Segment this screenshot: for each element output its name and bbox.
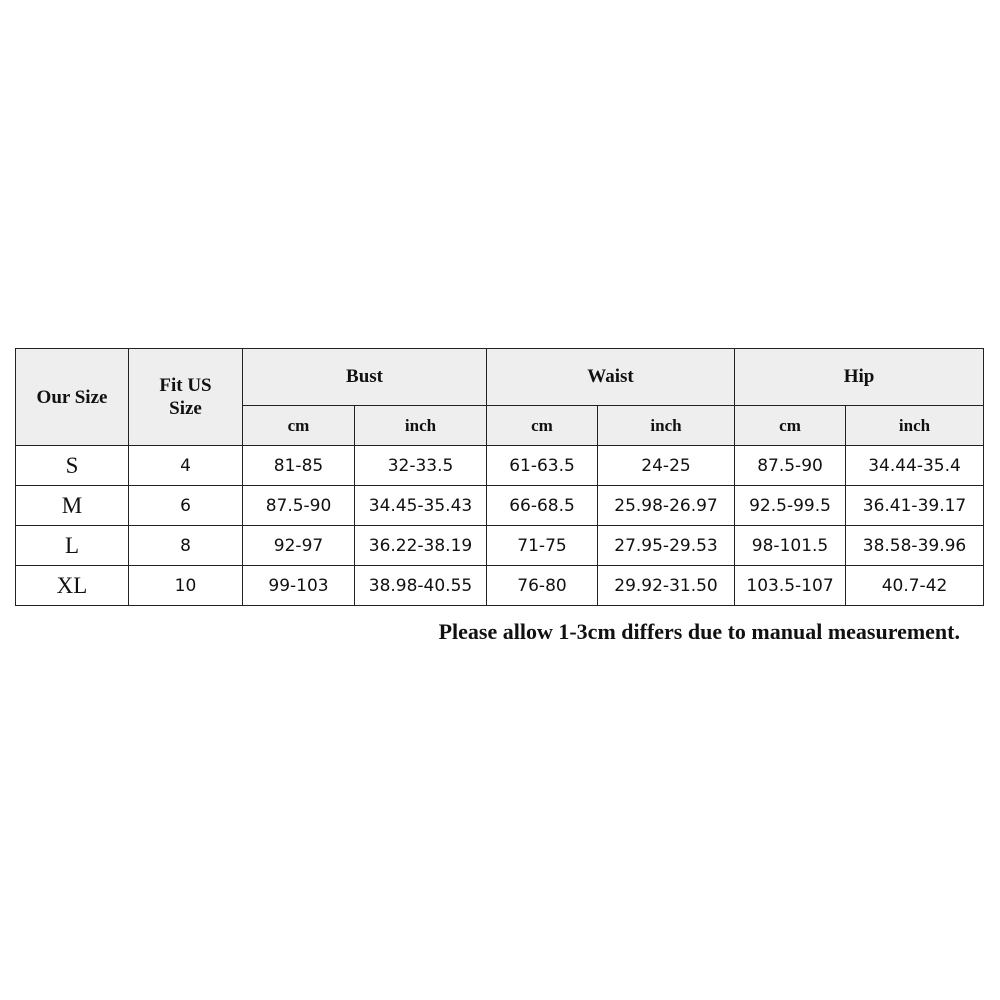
cell-hip-inch: 38.58-39.96 (846, 526, 984, 566)
cell-waist-cm: 71-75 (487, 526, 598, 566)
cell-hip-cm: 98-101.5 (735, 526, 846, 566)
cell-size: L (16, 526, 129, 566)
cell-bust-cm: 81-85 (243, 446, 355, 486)
table-row (16, 486, 984, 526)
cell-us-size: 8 (129, 526, 243, 566)
cell-bust-inch: 36.22-38.19 (355, 526, 487, 566)
header-waist: Waist (487, 349, 735, 406)
header-bust: Bust (243, 349, 487, 406)
cell-waist-inch: 25.98-26.97 (598, 486, 735, 526)
cell-waist-inch: 29.92-31.50 (598, 566, 735, 606)
cell-waist-cm: 61-63.5 (487, 446, 598, 486)
header-hip: Hip (735, 349, 984, 406)
header-our-size: Our Size (16, 349, 129, 446)
cell-bust-cm: 87.5-90 (243, 486, 355, 526)
cell-hip-cm: 92.5-99.5 (735, 486, 846, 526)
cell-hip-inch: 34.44-35.4 (846, 446, 984, 486)
measurement-note: Please allow 1-3cm differs due to manual measurement. (438, 619, 960, 644)
header-bust-inch: inch (355, 406, 487, 446)
cell-bust-inch: 38.98-40.55 (355, 566, 487, 606)
cell-us-size: 4 (129, 446, 243, 486)
cell-bust-cm: 92-97 (243, 526, 355, 566)
cell-hip-cm: 87.5-90 (735, 446, 846, 486)
table-header (16, 349, 984, 446)
table-row (16, 446, 984, 486)
header-waist-cm: cm (487, 406, 598, 446)
header-fit-us-line2: Size (169, 398, 202, 419)
cell-hip-inch: 36.41-39.17 (846, 486, 984, 526)
cell-waist-cm: 66-68.5 (487, 486, 598, 526)
cell-size: S (16, 446, 129, 486)
header-bust-cm: cm (243, 406, 355, 446)
cell-size: XL (16, 566, 129, 606)
header-row-groups (16, 349, 984, 406)
cell-us-size: 10 (129, 566, 243, 606)
header-waist-inch: inch (598, 406, 735, 446)
table-body (16, 446, 984, 606)
size-chart-table (15, 348, 984, 606)
cell-bust-inch: 34.45-35.43 (355, 486, 487, 526)
cell-waist-cm: 76-80 (487, 566, 598, 606)
header-hip-inch: inch (846, 406, 984, 446)
cell-size: M (16, 486, 129, 526)
cell-hip-inch: 40.7-42 (846, 566, 984, 606)
cell-hip-cm: 103.5-107 (735, 566, 846, 606)
table-row (16, 566, 984, 606)
cell-us-size: 6 (129, 486, 243, 526)
header-fit-us-size (129, 349, 243, 446)
table-row (16, 526, 984, 566)
cell-waist-inch: 24-25 (598, 446, 735, 486)
cell-bust-cm: 99-103 (243, 566, 355, 606)
header-fit-us-line1: Fit US (159, 375, 212, 396)
cell-waist-inch: 27.95-29.53 (598, 526, 735, 566)
cell-bust-inch: 32-33.5 (355, 446, 487, 486)
header-hip-cm: cm (735, 406, 846, 446)
